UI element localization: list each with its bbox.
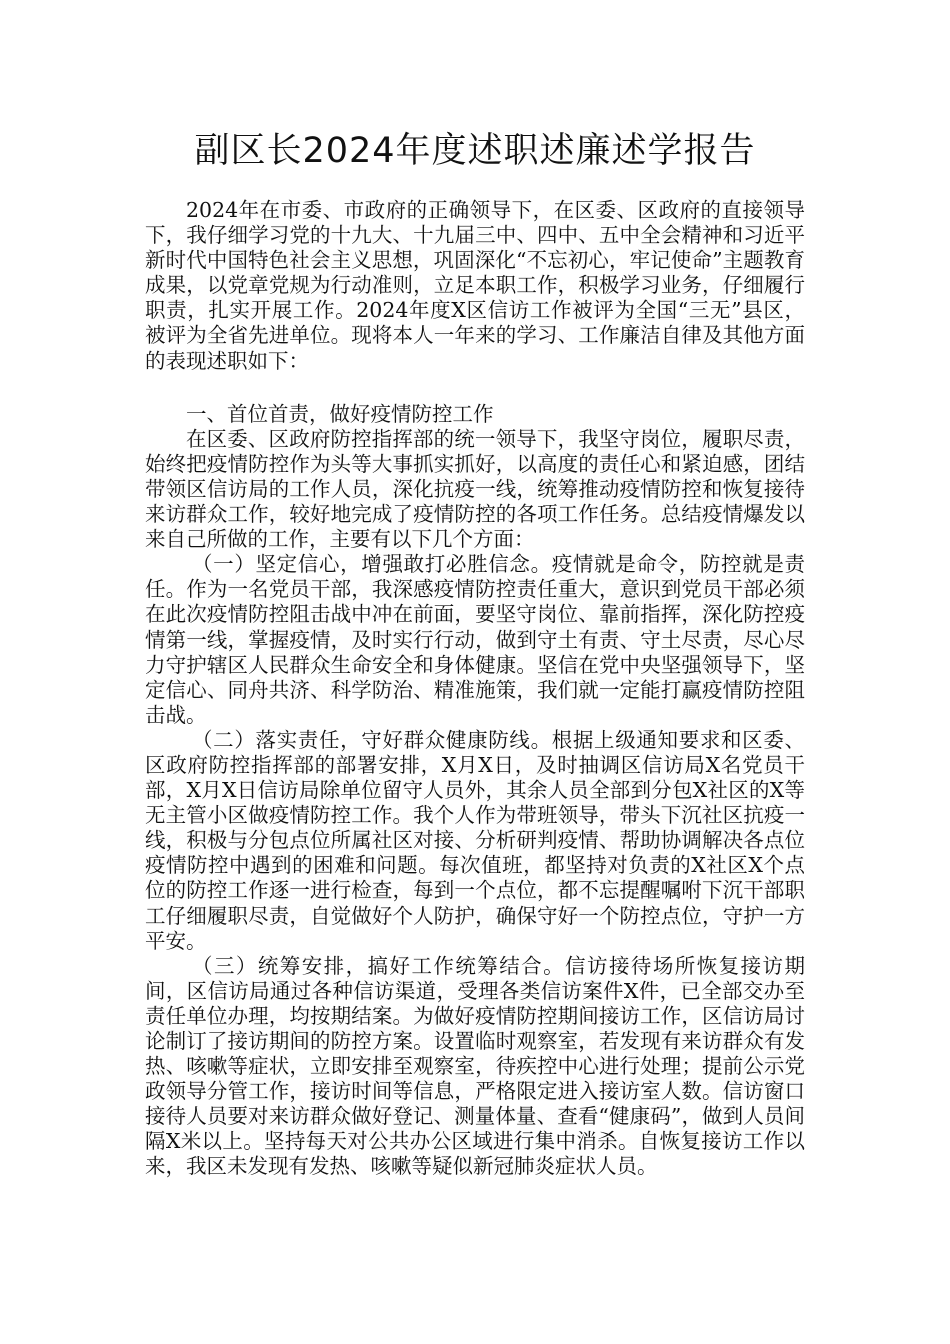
section1-intro-paragraph: 在区委、区政府防控指挥部的统一领导下，我坚守岗位，履职尽责，始终把疫情防控作为头等大事抓实抓好，以高度的责任心和紧迫感，团结带领区信访局的工作人员，深化抗疫一线，统筹推动疫情防控和恢复接待来访群众工作，较好地完成了疫情防控的各项工作任务。总结疫情爆发以来自己所做的工作，主要有以下几个方面： — [145, 426, 805, 552]
paragraph-gap — [145, 374, 805, 402]
document-title: 副区长2024年度述职述廉述学报告 — [194, 131, 756, 171]
document-body — [145, 198, 805, 1180]
item-2-paragraph: （二）落实责任，守好群众健康防线。根据上级通知要求和区委、区政府防控指挥部的部署安排，X月X日，及时抽调区信访局X名党员干部，X月X日信访局除单位留守人员外，其余人员全部到分包X社区的X等无主管小区做疫情防控工作。我个人作为带班领导，带头下沉社区抗疫一线，积极与分包点位所属社区对接、分析研判疫情、帮助协调解决各点位疫情防控中遇到的困难和问题。每次值班，都坚持对负责的X社区X个点位的防控工作逐一进行检查，每到一个点位，都不忘提醒嘱咐下沉干部职工仔细履职尽责，自觉做好个人防护，确保守好一个防控点位，守护一方平安。 — [145, 727, 805, 953]
item-1-paragraph: （一）坚定信心，增强敢打必胜信念。疫情就是命令，防控就是责任。作为一名党员干部，我深感疫情防控责任重大，意识到党员干部必须在此次疫情防控阻击战中冲在前面，要坚守岗位、靠前指挥，深化防控疫情第一线，掌握疫情，及时实行行动，做到守土有责、守土尽责，尽心尽力守护辖区人民群众生命安全和身体健康。坚信在党中央坚强领导下，坚定信心、同舟共济、科学防治、精准施策，我们就一定能打赢疫情防控阻击战。 — [145, 552, 805, 727]
intro-paragraph: 2024年在市委、市政府的正确领导下，在区委、区政府的直接领导下，我仔细学习党的十九大、十九届三中、四中、五中全会精神和习近平新时代中国特色社会主义思想，巩固深化“不忘初心，牢记使命”主题教育成果，以党章党规为行动准则，立足本职工作，积极学习业务，仔细履行职责，扎实开展工作。2024年度X区信访工作被评为全国“三无”县区，被评为全省先进单位。现将本人一年来的学习、工作廉洁自律及其他方面的表现述职如下： — [145, 198, 805, 373]
item-3-paragraph: （三）统筹安排，搞好工作统筹结合。信访接待场所恢复接访期间，区信访局通过各种信访渠道，受理各类信访案件X件，已全部交办至责任单位办理，均按期结案。为做好疫情防控期间接访工作，区信访局讨论制订了接访期间的防控方案。设置临时观察室，若发现有来访群众有发热、咳嗽等症状，立即安排至观察室，待疾控中心进行处理；提前公示党政领导分管工作，接访时间等信息，严格限定进入接访室人数。信访窗口接待人员要对来访群众做好登记、测量体量、查看“健康码”，做到人员间隔X米以上。坚持每天对公共办公区域进行集中消杀。自恢复接访工作以来，我区未发现有发热、咳嗽等疑似新冠肺炎症状人员。 — [145, 953, 805, 1179]
section1-heading: 一、首位首责，做好疫情防控工作 — [186, 401, 494, 426]
